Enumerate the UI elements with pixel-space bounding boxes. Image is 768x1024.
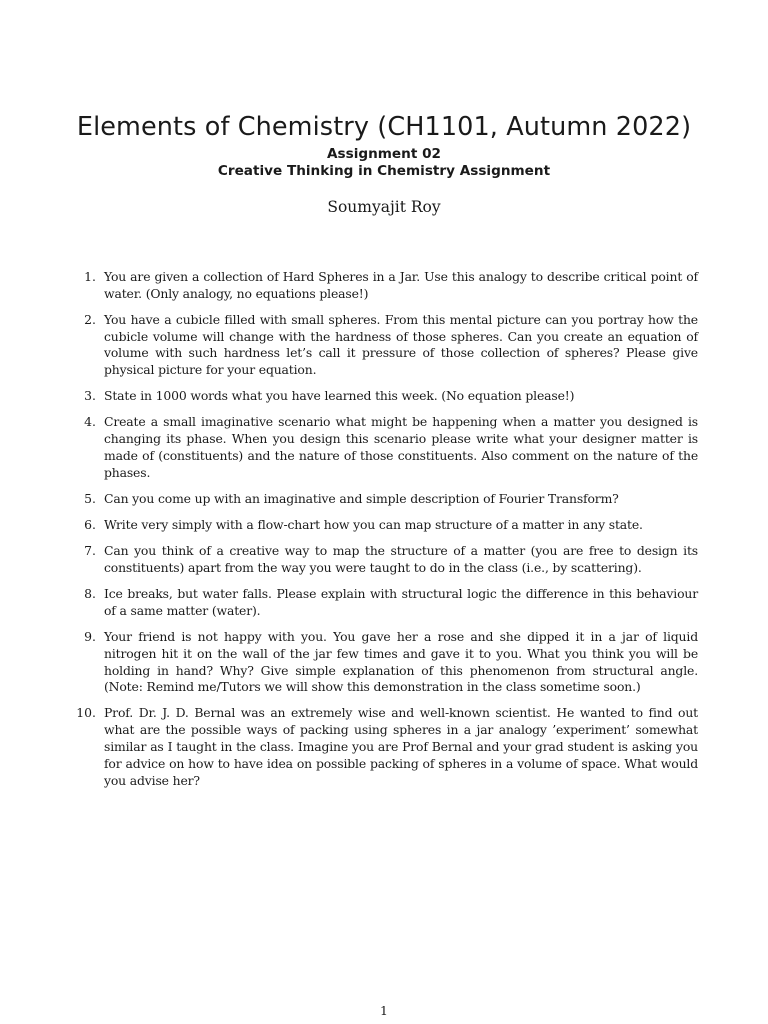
question-number: 6. (84, 517, 96, 533)
question-list (70, 269, 698, 799)
question-text: Create a small imaginative scenario what might be happening when a matter you designed is changing its phase. When you design this scenario please write what your designer matter is made of (constituents) and the nature of those constituents. Also comment on the nature of the phases. (104, 414, 698, 480)
question-item (70, 705, 698, 789)
question-text: Can you think of a creative way to map the structure of a matter (you are free to design its constituents) apart from the way you were taught to do in the class (i.e., by scattering). (104, 543, 698, 575)
question-text: Can you come up with an imaginative and simple description of Fourier Transform? (104, 490, 619, 506)
question-number: 2. (84, 311, 96, 327)
question-text: Prof. Dr. J. D. Bernal was an extremely wise and well-known scientist. He wanted to find out what are the possible ways of packing using spheres in a jar analogy ’experiment’ somewhat similar as I taught in the class. Imagine you are Prof Bernal and your grad student is asking you for advice on how to have idea on possible packing of spheres in a volume of space. What would you advise her? (104, 705, 698, 788)
assignment-number: Assignment 02 (327, 146, 441, 162)
question-text: State in 1000 words what you have learned this week. (No equation please!) (104, 388, 575, 404)
question-item (70, 269, 698, 303)
question-text: Your friend is not happy with you. You gave her a rose and she dipped it in a jar of liquid nitrogen hit it on the wall of the jar few times and gave it to you. What you think you will be holding in hand? Why? Give simple explanation of this phenomenon from structural angle. (Note: Remind me/Tutors we will show this demonstration in the class sometime soon.) (104, 628, 698, 695)
question-number: 8. (84, 586, 96, 602)
question-item (70, 517, 698, 534)
question-number: 4. (84, 414, 96, 430)
question-number: 3. (84, 388, 96, 404)
author-name: Soumyajit Roy (327, 198, 441, 216)
document-title: Elements of Chemistry (CH1101, Autumn 2022) (76, 112, 692, 142)
question-text: You have a cubicle filled with small spheres. From this mental picture can you portray how the cubicle volume will change with the hardness of those spheres. Can you create an equation of volume with such hardness let’s call it pressure of those collection of spheres? Please give physical picture for your equation. (104, 311, 698, 378)
question-number: 9. (84, 628, 96, 644)
question-number: 7. (84, 543, 96, 559)
question-number: 1. (84, 269, 96, 284)
question-item (70, 312, 698, 379)
page-number: 1 (380, 1003, 388, 1018)
question-number: 5. (84, 490, 96, 506)
question-number: 10. (76, 705, 96, 721)
question-item (70, 586, 698, 620)
question-text: You are given a collection of Hard Spheres in a Jar. Use this analogy to describe critical point of water. (Only analogy, no equations please!) (104, 269, 698, 301)
question-item (70, 491, 698, 508)
question-text: Write very simply with a flow-chart how you can map structure of a matter in any state. (104, 517, 643, 533)
question-text: Ice breaks, but water falls. Please explain with structural logic the difference in this behaviour of a same matter (water). (104, 586, 698, 618)
question-item (70, 414, 698, 481)
question-item (70, 388, 698, 405)
question-item (70, 543, 698, 577)
assignment-subtitle: Creative Thinking in Chemistry Assignment (217, 163, 551, 179)
question-item (70, 629, 698, 696)
